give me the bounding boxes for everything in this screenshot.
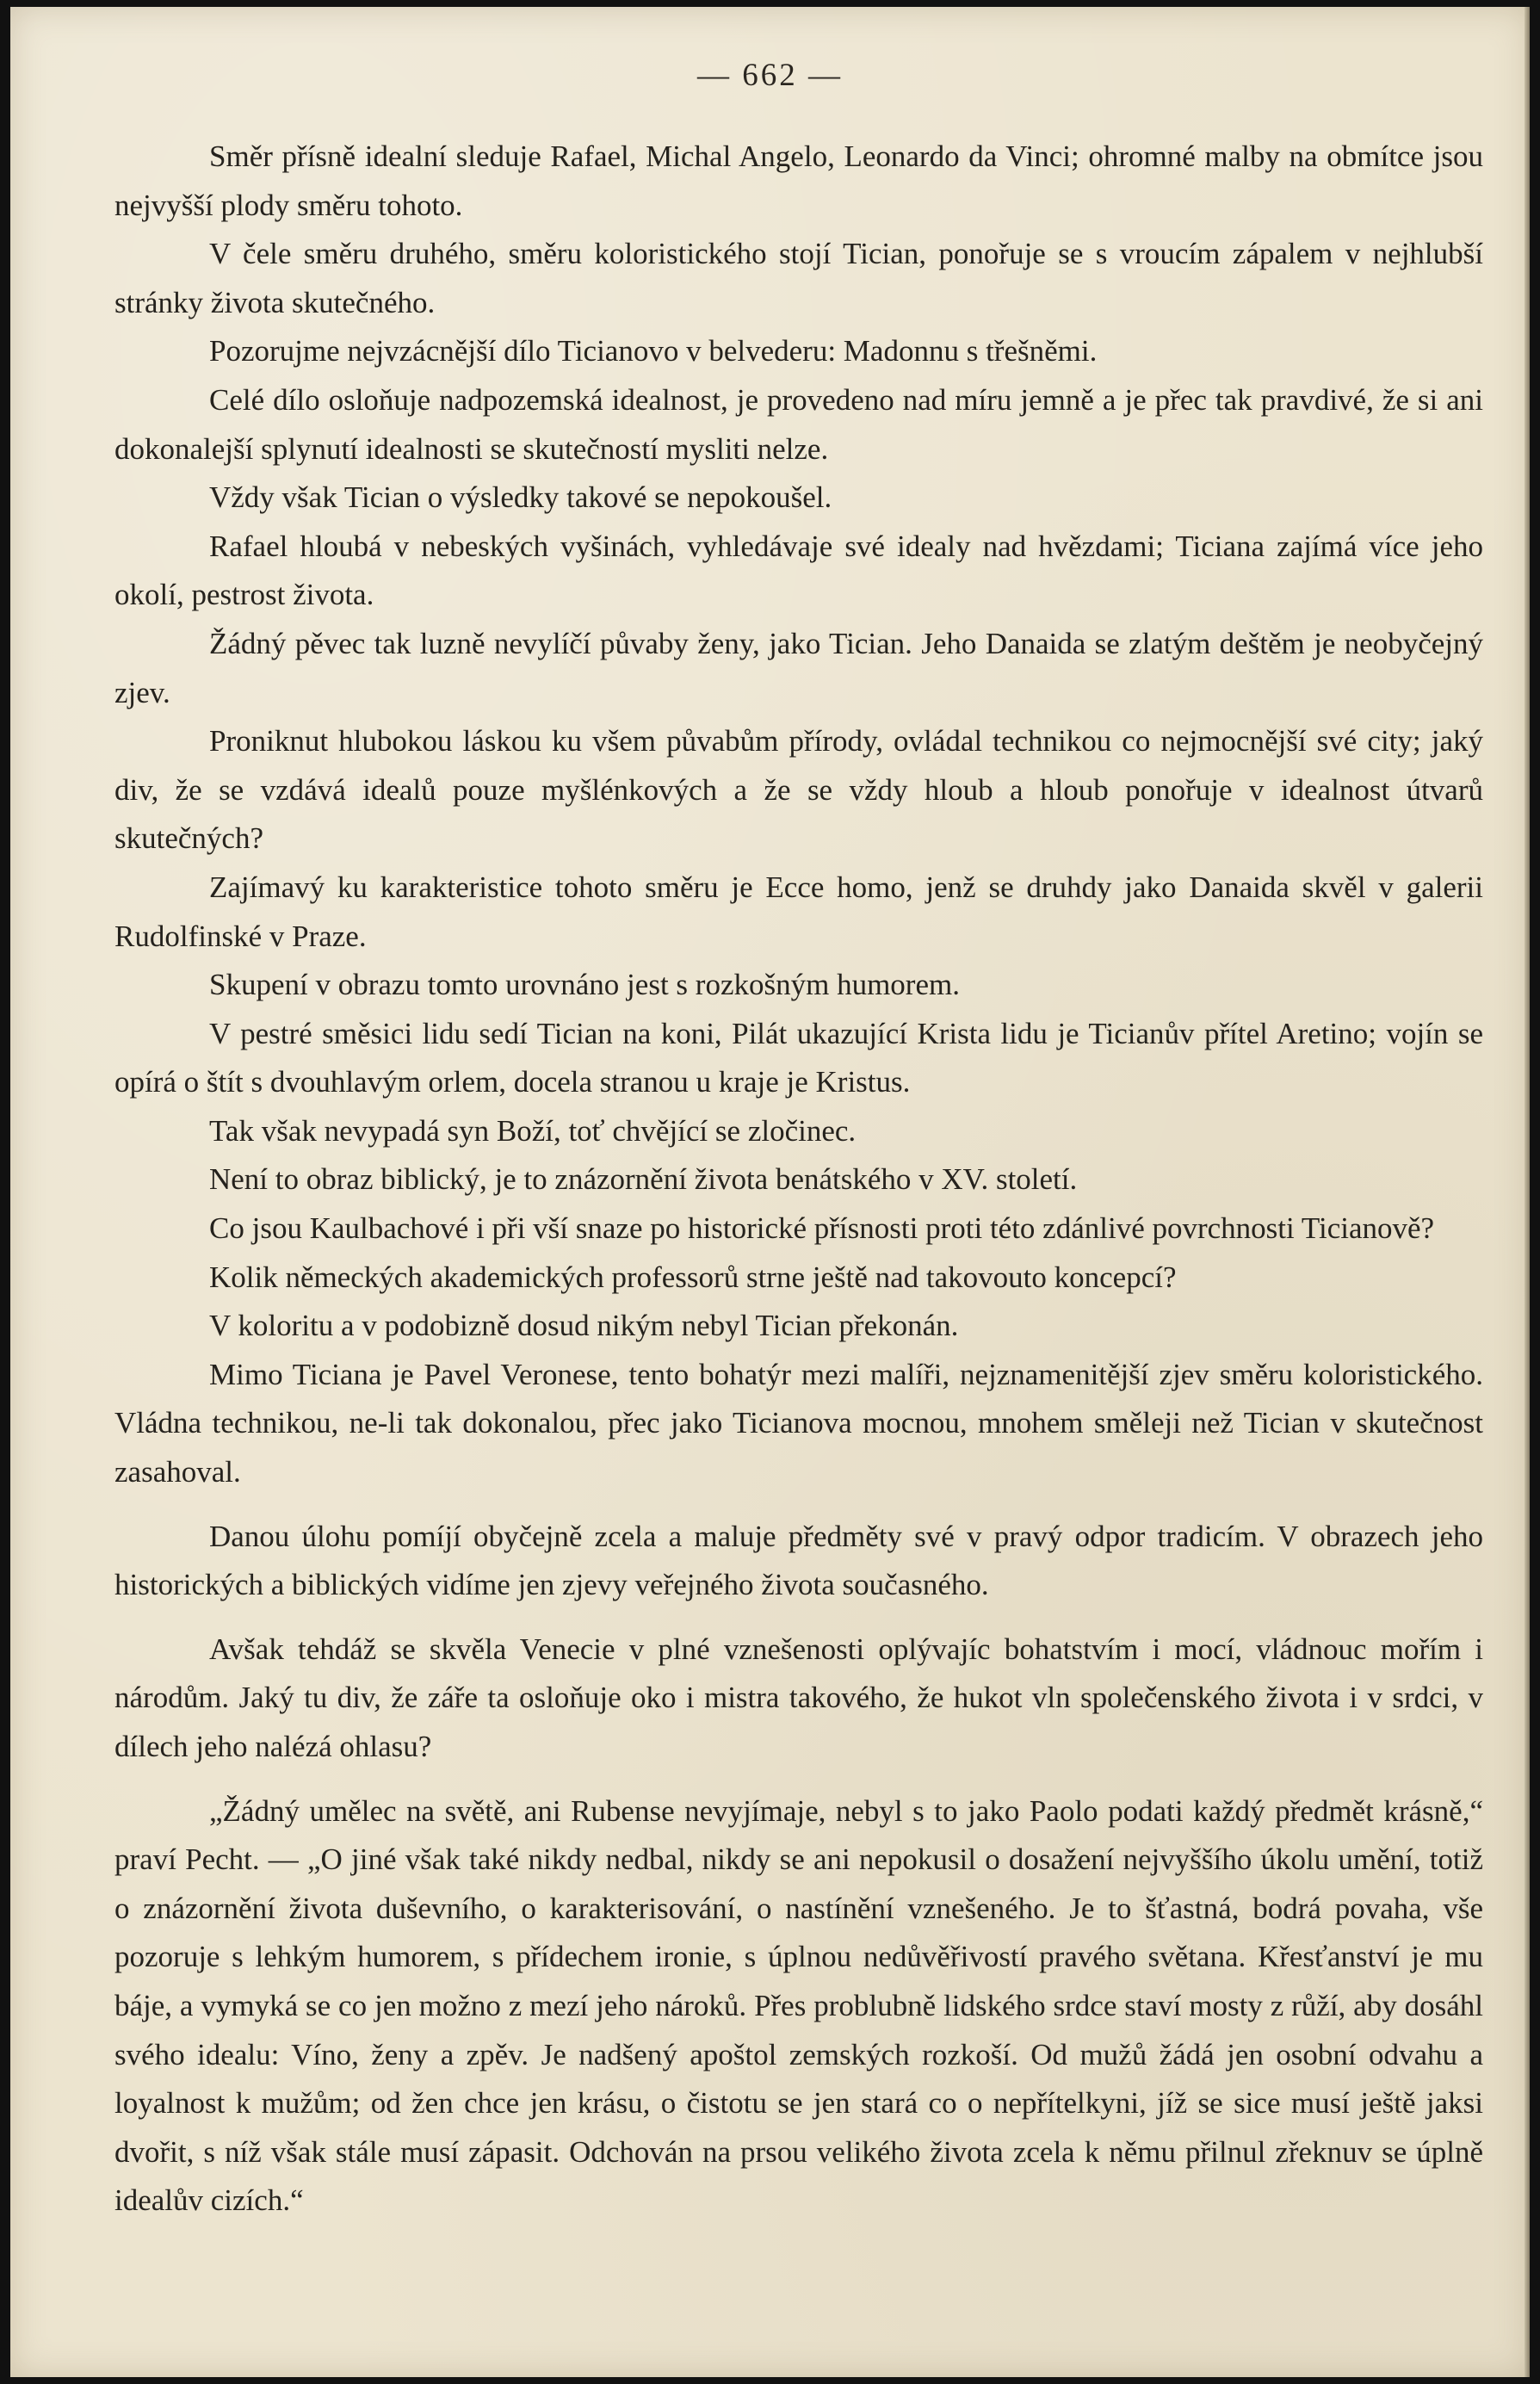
paragraph: Rafael hloubá v nebeských vyšinách, vyhledávaje své idealy nad hvězdami; Ticiana zajímá více jeho okolí, pestrost života. xyxy=(114,529,1483,612)
body-text xyxy=(114,133,1483,2226)
paragraph: Pozorujme nejvzácnější dílo Ticianovo v belvederu: Madonnu s třešněmi. xyxy=(209,334,1098,368)
paragraph: V čele směru druhého, směru koloristického stojí Tician, ponořuje se s vroucím zápalem v nejhlubší stránky života skutečného. xyxy=(114,237,1483,319)
paragraph: Tak však nevypadá syn Boží, toť chvějící se zločinec. xyxy=(209,1113,857,1148)
book-page xyxy=(10,7,1530,2377)
paragraph: Celé dílo osloňuje nadpozemská idealnost, je provedeno nad míru jemně a je přec tak pravdivé, že si ani dokonalejší splynutí idealnosti se skutečností mysliti nelze. xyxy=(114,382,1483,466)
page-edge xyxy=(1525,7,1530,2377)
paragraph: Proniknut hlubokou láskou ku všem půvabům přírody, ovládal technikou co nejmocnější své city; jaký div, že se vzdává idealů pouze myšlénkových a že se vždy hloub a hloub ponořuje v idealnost útvarů skutečných? xyxy=(114,724,1483,856)
paragraph: Vždy však Tician o výsledky takové se nepokoušel. xyxy=(209,480,832,515)
paragraph: Skupení v obrazu tomto urovnáno jest s rozkošným humorem. xyxy=(209,968,960,1002)
paragraph: Mimo Ticiana je Pavel Veronese, tento bohatýr mezi malíři, nejznamenitější zjev směru koloristického. Vládna technikou, ne-li tak dokonalou, přec jako Ticianova mocnou, mnohem směleji než Tician v skutečnost zasahoval. xyxy=(114,1357,1483,1489)
paragraph: V koloritu a v podobizně dosud nikým nebyl Tician překonán. xyxy=(209,1309,959,1343)
paragraph: Není to obraz biblický, je to znázornění života benátského v XV. století. xyxy=(209,1162,1078,1197)
page-number: — 662 — xyxy=(697,58,843,93)
paragraph: Zajímavý ku karakteristice tohoto směru je Ecce homo, jenž se druhdy jako Danaida skvěl v galerii Rudolfinské v Praze. xyxy=(114,870,1483,953)
paragraph: Směr přísně idealní sleduje Rafael, Michal Angelo, Leonardo da Vinci; ohromné malby na obmítce jsou nejvyšší plody směru tohoto. xyxy=(114,139,1483,222)
quote-paragraph: „Žádný umělec na světě, ani Rubense nevyjímaje, nebyl s to jako Paolo podati každý předmět krásně,“ praví Pecht. — „O jiné však také nikdy nedbal, nikdy se ani nepokusil o dosažení nejvyššího úkolu umění, totiž o znázornění života duševního, o karakterisování, o nastínění vznešeného. Je to šťastná, bodrá povaha, vše pozoruje s lehkým humorem, s přídechem ironie, s úplnou nedůvěřivostí pravého světana. Křesťanství je mu báje, a vymyká se co jen možno z mezí jeho nároků. Přes problubně lidského srdce staví mosty z růží, aby dosáhl svého idealu: Víno, ženy a zpěv. Je nadšený apoštol zemských rozkoší. Od mužů žádá jen osobní odvahu a loyalnost k mužům; od žen chce jen krásu, o čistotu se jen stará co o nepřítelkyni, jíž se sice musí ještě jaksi dvořit, s níž však stále musí zápasit. Odchován na prsou velikého života zcela k němu přilnul zřeknuv se úplně idealův cizích.“ xyxy=(114,1793,1483,2218)
paragraph: Avšak tehdáž se skvěla Venecie v plné vznešenosti oplývajíc bohatstvím i mocí, vládnouc mořím i národům. Jaký tu div, že záře ta osloňuje oko i mistra takového, že hukot vln společenského života i v srdci, v dílech jeho nalézá ohlasu? xyxy=(114,1632,1483,1763)
paragraph: Žádný pěvec tak luzně nevylíčí půvaby ženy, jako Tician. Jeho Danaida se zlatým deštěm je neobyčejný zjev. xyxy=(114,626,1483,709)
paragraph: V pestré směsici lidu sedí Tician na koni, Pilát ukazující Krista lidu je Ticianův přítel Aretino; vojín se opírá o štít s dvouhlavým orlem, docela stranou u kraje je Kristus. xyxy=(114,1016,1483,1099)
paragraph: Co jsou Kaulbachové i při vší snaze po historické přísnosti proti této zdánlivé povrchnosti Ticianově? xyxy=(209,1211,1435,1246)
paragraph: Danou úlohu pomíjí obyčejně zcela a maluje předměty své v pravý odpor tradicím. V obrazech jeho historických a biblických vidíme jen zjevy veřejného života současného. xyxy=(114,1519,1483,1602)
paragraph: Kolik německých akademických professorů strne ještě nad takovouto koncepcí? xyxy=(209,1260,1177,1294)
